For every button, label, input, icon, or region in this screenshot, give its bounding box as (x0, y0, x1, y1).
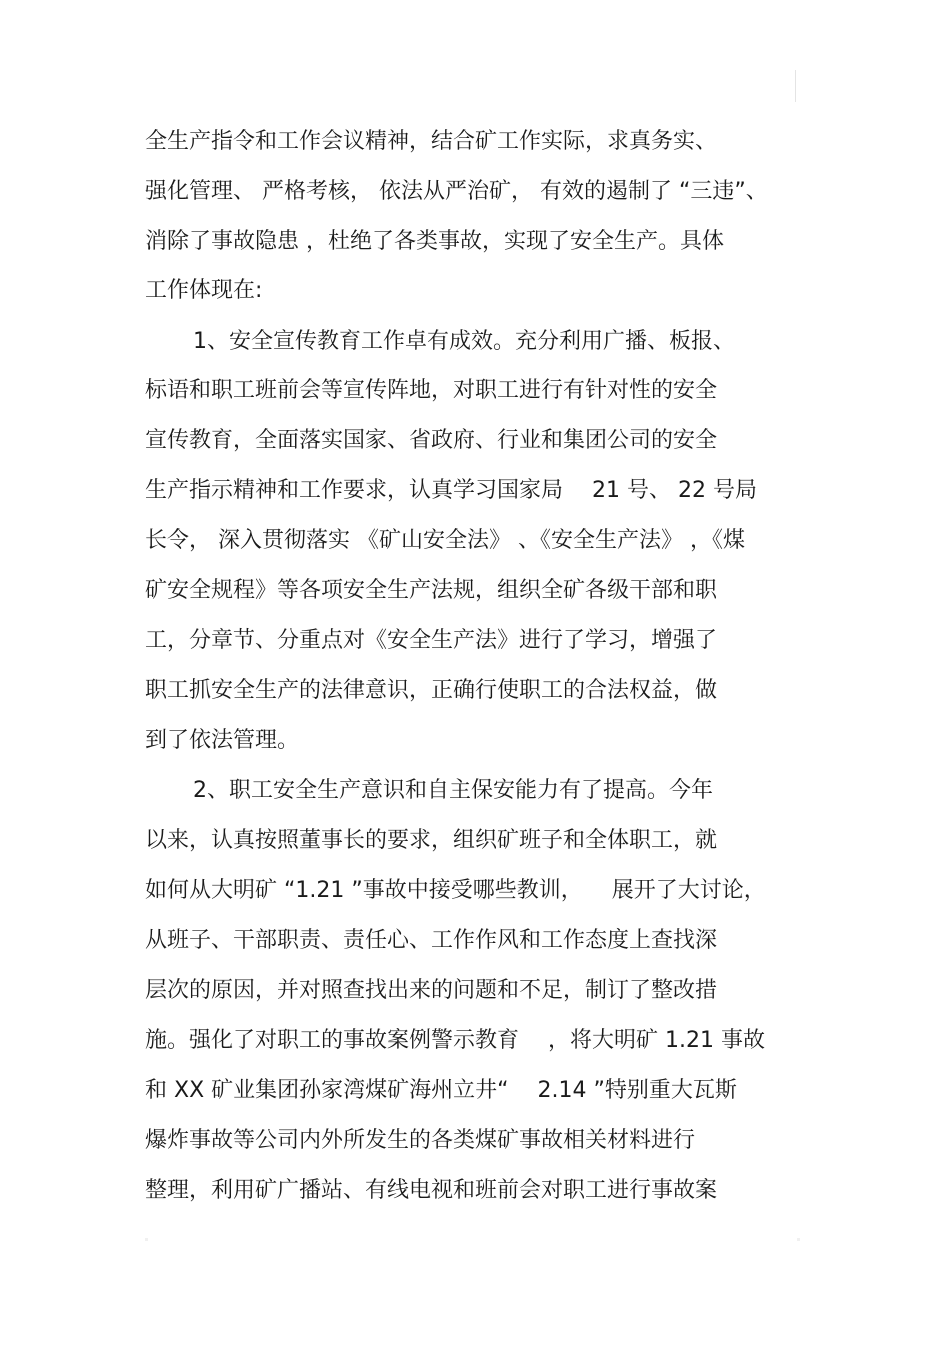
text-line-19: 施。强化了对职工的事故案例警示教育 ，将大明矿 1.21 事故 (145, 1028, 765, 1053)
text-line-11: 工，分章节、分重点对《安全生产法》进行了学习，增强了 (145, 628, 718, 653)
text-line-15: 以来，认真按照董事长的要求，组织矿班子和全体职工，就 (145, 828, 718, 853)
text-line-12: 职工抓安全生产的法律意识，正确行使职工的合法权益，做 (145, 678, 718, 703)
text-line-20: 和 XX 矿业集团孙家湾煤矿海州立井“ 2.14 ”特别重大瓦斯 (145, 1078, 737, 1103)
text-line-4: 工作体现在: (145, 278, 263, 303)
text-line-8: 生产指示精神和工作要求，认真学习国家局 21 号、 22 号局 (145, 478, 757, 503)
paragraph-1-first-line: 1、安全宣传教育工作卓有成效。充分利用广播、板报、 (193, 329, 735, 354)
page-footer-mark-right (797, 1238, 800, 1241)
text-line-13: 到了依法管理。 (145, 728, 300, 753)
text-line-9: 长令， 深入贯彻落实 《矿山安全法》 、《安全生产法》 ，《煤 (145, 528, 745, 553)
text-line-2: 强化管理、 严格考核， 依法从严治矿， 有效的遏制了 “三违”、 (145, 179, 768, 204)
paragraph-2-first-line: 2、职工安全生产意识和自主保安能力有了提高。今年 (193, 778, 713, 803)
text-line-7: 宣传教育，全面落实国家、省政府、行业和集团公司的安全 (145, 428, 718, 453)
text-line-3: 消除了事故隐患 ，杜绝了各类事故，实现了安全生产。具体 (145, 229, 724, 254)
page-footer-mark-left (145, 1238, 148, 1241)
text-line-22: 整理，利用矿广播站、有线电视和班前会对职工进行事故案 (145, 1178, 718, 1203)
text-line-1: 全生产指令和工作会议精神，结合矿工作实际，求真务实、 (145, 129, 718, 154)
text-line-18: 层次的原因，并对照查找出来的问题和不足，制订了整改措 (145, 978, 718, 1003)
text-line-6: 标语和职工班前会等宣传阵地，对职工进行有针对性的安全 (145, 378, 718, 403)
text-line-10: 矿安全规程》等各项安全生产法规，组织全矿各级干部和职 (145, 578, 718, 603)
page-edge-mark (795, 70, 796, 102)
text-line-21: 爆炸事故等公司内外所发生的各类煤矿事故相关材料进行 (145, 1128, 696, 1153)
text-line-16: 如何从大明矿 “1.21 ”事故中接受哪些教训， 展开了大讨论， (145, 878, 766, 903)
text-line-17: 从班子、干部职责、责任心、工作作风和工作态度上查找深 (145, 928, 718, 953)
